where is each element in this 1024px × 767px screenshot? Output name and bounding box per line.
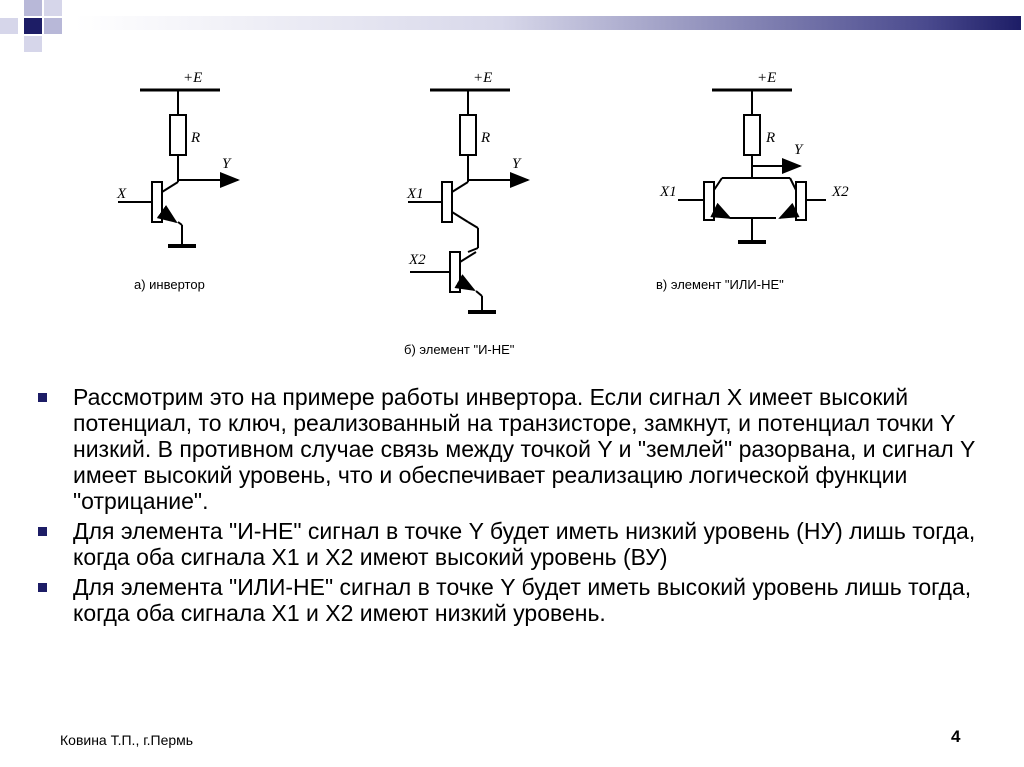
footer-author: Ковина Т.П., г.Пермь: [60, 732, 194, 748]
bullet-square-icon: [38, 583, 47, 592]
bullet-square-icon: [38, 393, 47, 402]
header-gradient-bar: [75, 16, 1021, 30]
supply-label-b: +E: [473, 70, 493, 86]
list-item: [38, 384, 988, 514]
input-x1-label-b: X1: [407, 186, 424, 202]
input-x2-label-c: X2: [832, 184, 849, 200]
resistor-label-a: R: [191, 130, 201, 146]
bullet-square-icon: [38, 527, 47, 536]
resistor-label-b: R: [481, 130, 491, 146]
input-label-a: X: [117, 186, 127, 202]
bullet-list: [38, 384, 988, 630]
nor-circuit: [678, 90, 826, 242]
output-label-c: Y: [794, 142, 803, 158]
list-item: [38, 574, 988, 626]
bullet-text: Для элемента "И-НЕ" сигнал в точке Y будет иметь низкий уровень (НУ) лишь тогда, когда оба сигнала X1 и X2 имеют высокий уровень (ВУ): [73, 518, 976, 570]
caption-nand: б) элемент "И-НЕ": [404, 342, 515, 357]
caption-nor: в) элемент "ИЛИ-НЕ": [656, 277, 784, 292]
output-label-a: Y: [222, 156, 231, 172]
bullet-text: Для элемента "ИЛИ-НЕ" сигнал в точке Y будет иметь высокий уровень лишь тогда, когда оба сигнала X1 и X2 имеют низкий уровень.: [73, 574, 972, 626]
supply-label-a: +E: [183, 70, 203, 86]
page-number: 4: [951, 727, 961, 746]
input-x2-label-b: X2: [409, 252, 426, 268]
caption-inverter: а) инвертор: [134, 277, 205, 292]
bullet-text: Рассмотрим это на примере работы инвертора. Если сигнал X имеет высокий потенциал, то ключ, реализованный на транзисторе, замкнут, и потенциал точки Y низкий. В противном случае связь между точкой Y и "землей" разорвана, и сигнал Y имеет высокий уровень, что и обеспечивает реализацию логической функции "отрицание".: [73, 384, 975, 514]
logic-circuits-diagram: [0, 60, 1024, 370]
squares-decoration-icon: [0, 0, 80, 60]
inverter-circuit: [118, 90, 238, 246]
output-label-b: Y: [512, 156, 521, 172]
nand-circuit: [408, 90, 528, 312]
list-item: [38, 518, 988, 570]
input-x1-label-c: X1: [660, 184, 677, 200]
supply-label-c: +E: [757, 70, 777, 86]
resistor-label-c: R: [766, 130, 776, 146]
